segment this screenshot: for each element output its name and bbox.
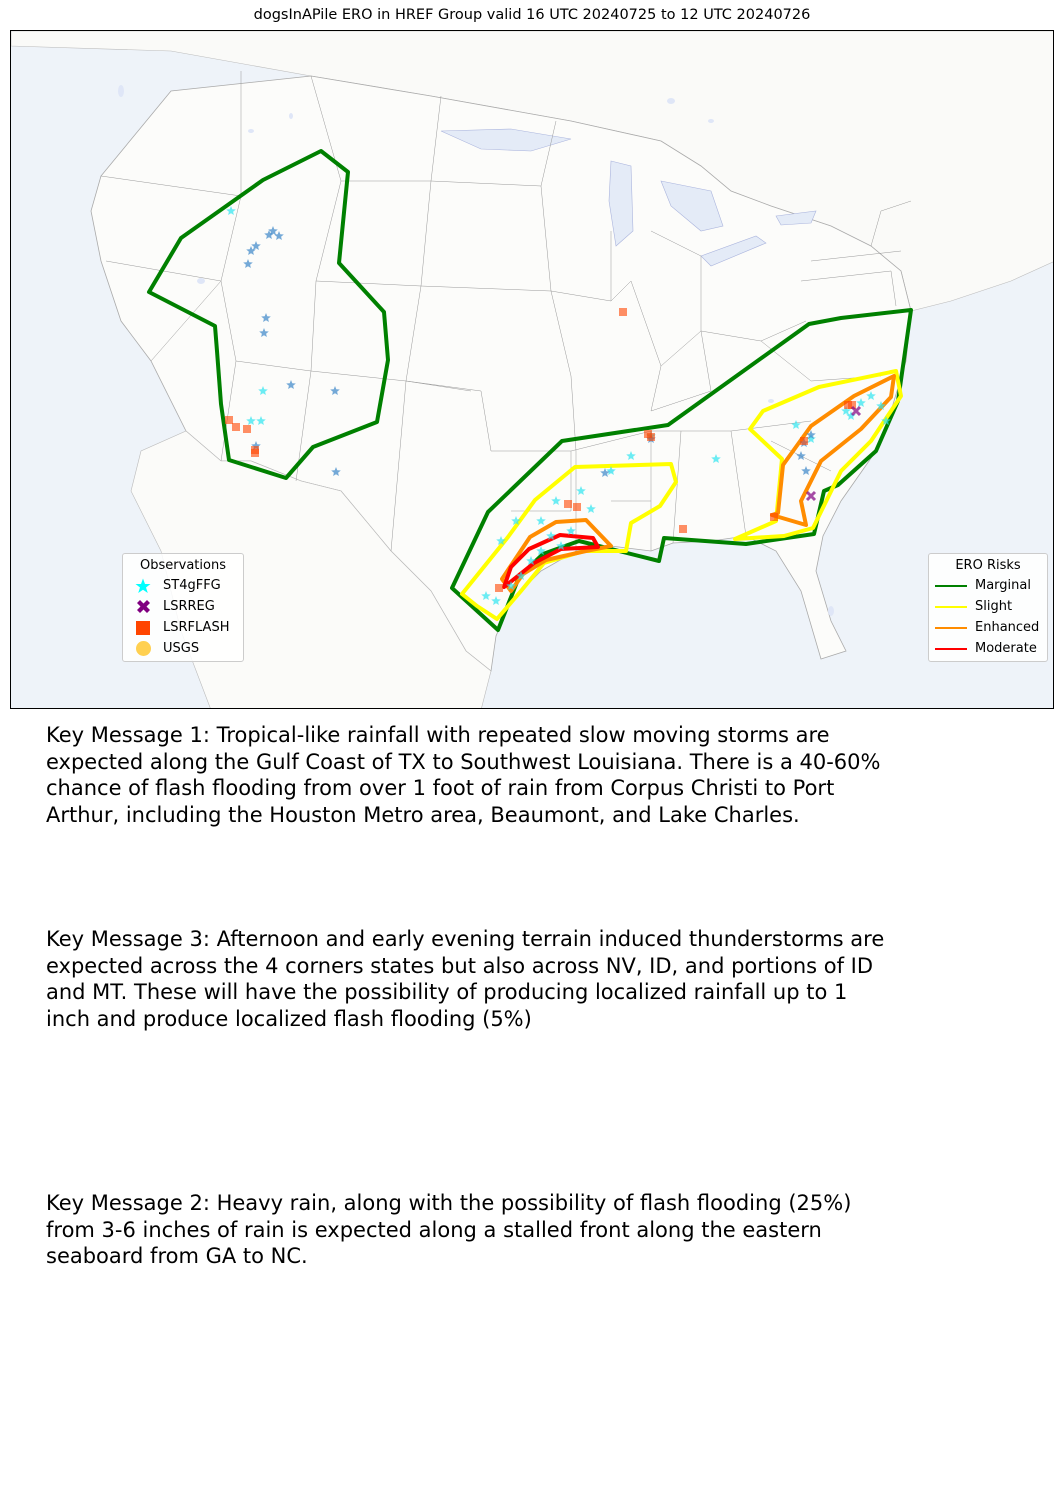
legend-label-usgs: USGS — [163, 641, 200, 656]
lsrflash-marker — [800, 437, 808, 445]
legend-label-enhanced: Enhanced — [975, 620, 1040, 635]
legend-label-lsrflash: LSRFLASH — [163, 620, 230, 635]
legend-label-moderate: Moderate — [975, 641, 1037, 656]
key-message-2: Key Message 2: Heavy rain, along with the possibility of flash flooding (25%) from 3-6 inches of rain is expected along a stalled front along the eastern seaboard from GA to NC. — [46, 1191, 852, 1268]
lsrflash-marker — [573, 503, 581, 511]
map-title: dogsInAPile ERO in HREF Group valid 16 UTC 20240725 to 12 UTC 20240726 — [253, 7, 811, 23]
legend-item-usgs — [123, 638, 243, 659]
lsrflash-marker — [251, 449, 259, 457]
legend-item-st4gffg — [123, 575, 243, 596]
legend-item-marginal — [929, 575, 1047, 596]
legend-item-moderate — [929, 638, 1047, 659]
legend-label-st4gffg: ST4gFFG — [163, 578, 221, 593]
legend-label-slight: Slight — [975, 599, 1013, 614]
legend-label-marginal: Marginal — [975, 578, 1031, 593]
legend-item-enhanced — [929, 617, 1047, 638]
observations-legend — [122, 553, 244, 662]
legend-item-lsrflash — [123, 617, 243, 638]
legend-item-lsrreg — [123, 596, 243, 617]
line-swatch-icon — [935, 627, 967, 629]
ero-risks-legend — [928, 553, 1048, 662]
key-message-1: Key Message 1: Tropical-like rainfall with repeated slow moving storms are expected along the Gulf Coast of TX to Southwest Louisiana. There is a 40-60% chance of flash flooding from over 1 foot of rain from Corpus Christi to Port Arthur, including the Houston Metro area, Beaumont, and Lake Charles. — [46, 723, 881, 827]
key-message-3: Key Message 3: Afternoon and early evening terrain induced thunderstorms are expected across the 4 corners states but also across NV, ID, and portions of ID and MT. These will have the possibility of producing localized rainfall up to 1 inch and produce localized flash flooding (5%) — [46, 927, 885, 1031]
line-swatch-icon — [935, 606, 967, 608]
lsrflash-marker — [225, 416, 233, 424]
lsrflash-marker — [679, 525, 687, 533]
lsrflash-marker — [495, 584, 503, 592]
lsrflash-marker — [232, 423, 240, 431]
ero-legend-title: ERO Risks — [955, 558, 1021, 573]
lsrflash-marker — [770, 513, 778, 521]
lsrflash-marker — [619, 308, 627, 316]
line-swatch-icon — [935, 648, 967, 650]
x-cross-icon — [123, 599, 163, 614]
star-icon — [123, 578, 163, 594]
legend-item-slight — [929, 596, 1047, 617]
square-icon — [123, 621, 163, 635]
lsrflash-marker — [647, 433, 655, 441]
observations-legend-title: Observations — [140, 558, 226, 573]
line-swatch-icon — [935, 585, 967, 587]
lsrflash-marker — [243, 425, 251, 433]
legend-label-lsrreg: LSRREG — [163, 599, 215, 614]
circle-icon — [123, 641, 163, 656]
lsrflash-marker — [564, 500, 572, 508]
